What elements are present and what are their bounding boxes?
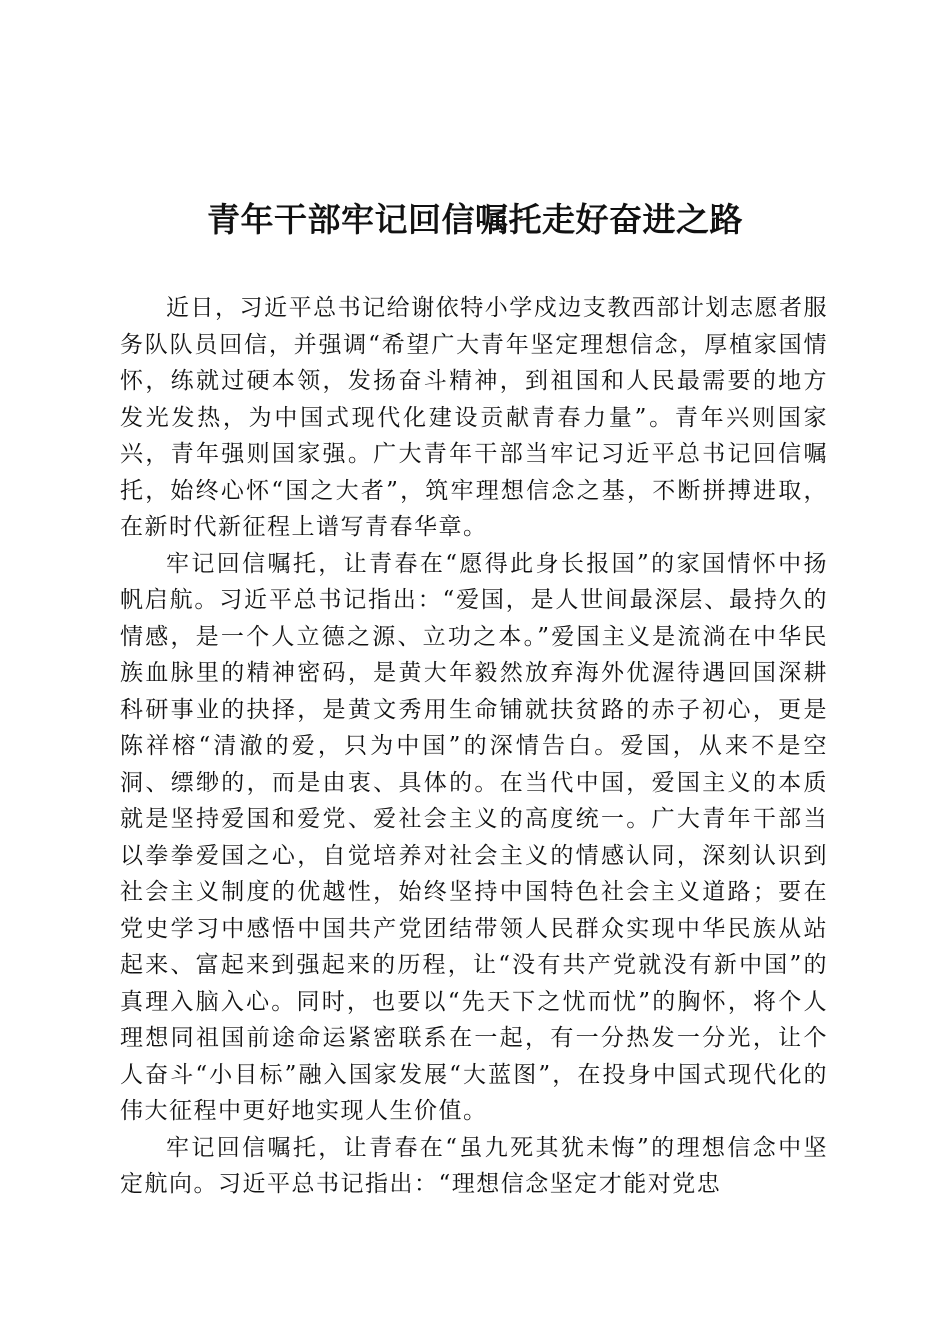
paragraph-1: 近日，习近平总书记给谢依特小学戍边支教西部计划志愿者服务队队员回信，并强调“希望广大青年坚定理想信念，厚植家国情怀，练就过硬本领，发扬奋斗精神，到祖国和人民最需要的地方发光发热，为中国式现代化建设贡献青春力量”。青年兴则国家兴，青年强则国家强。广大青年干部当牢记习近平总书记回信嘱托，始终心怀“国之大者”，筑牢理想信念之基，不断拼搏进取，在新时代新征程上谱写青春华章。 xyxy=(120,295,828,540)
document-title: 青年干部牢记回信嘱托走好奋进之路 xyxy=(207,200,743,239)
document-body xyxy=(120,290,828,1203)
paragraph-2: 牢记回信嘱托，让青春在“愿得此身长报国”的家国情怀中扬帆启航。习近平总书记指出：“爱国，是人世间最深层、最持久的情感，是一个人立德之源、立功之本。”爱国主义是流淌在中华民族血脉里的精神密码，是黄大年毅然放弃海外优渥待遇回国深耕科研事业的抉择，是黄文秀用生命铺就扶贫路的赤子初心，更是陈祥榕“清澈的爱，只为中国”的深情告白。爱国，从来不是空洞、缥缈的，而是由衷、具体的。在当代中国，爱国主义的本质就是坚持爱国和爱党、爱社会主义的高度统一。广大青年干部当以拳拳爱国之心，自觉培养对社会主义的情感认同，深刻认识到社会主义制度的优越性，始终坚持中国特色社会主义道路；要在党史学习中感悟中国共产党团结带领人民群众实现中华民族从站起来、富起来到强起来的历程，让“没有共产党就没有新中国”的真理入脑入心。同时，也要以“先天下之忧而忧”的胸怀，将个人理想同祖国前途命运紧密联系在一起，有一分热发一分光，让个人奋斗“小目标”融入国家发展“大蓝图”，在投身中国式现代化的伟大征程中更好地实现人生价值。 xyxy=(120,550,828,1124)
paragraph-3: 牢记回信嘱托，让青春在“虽九死其犹未悔”的理想信念中坚定航向。习近平总书记指出：“理想信念坚定才能对党忠 xyxy=(120,1134,828,1197)
